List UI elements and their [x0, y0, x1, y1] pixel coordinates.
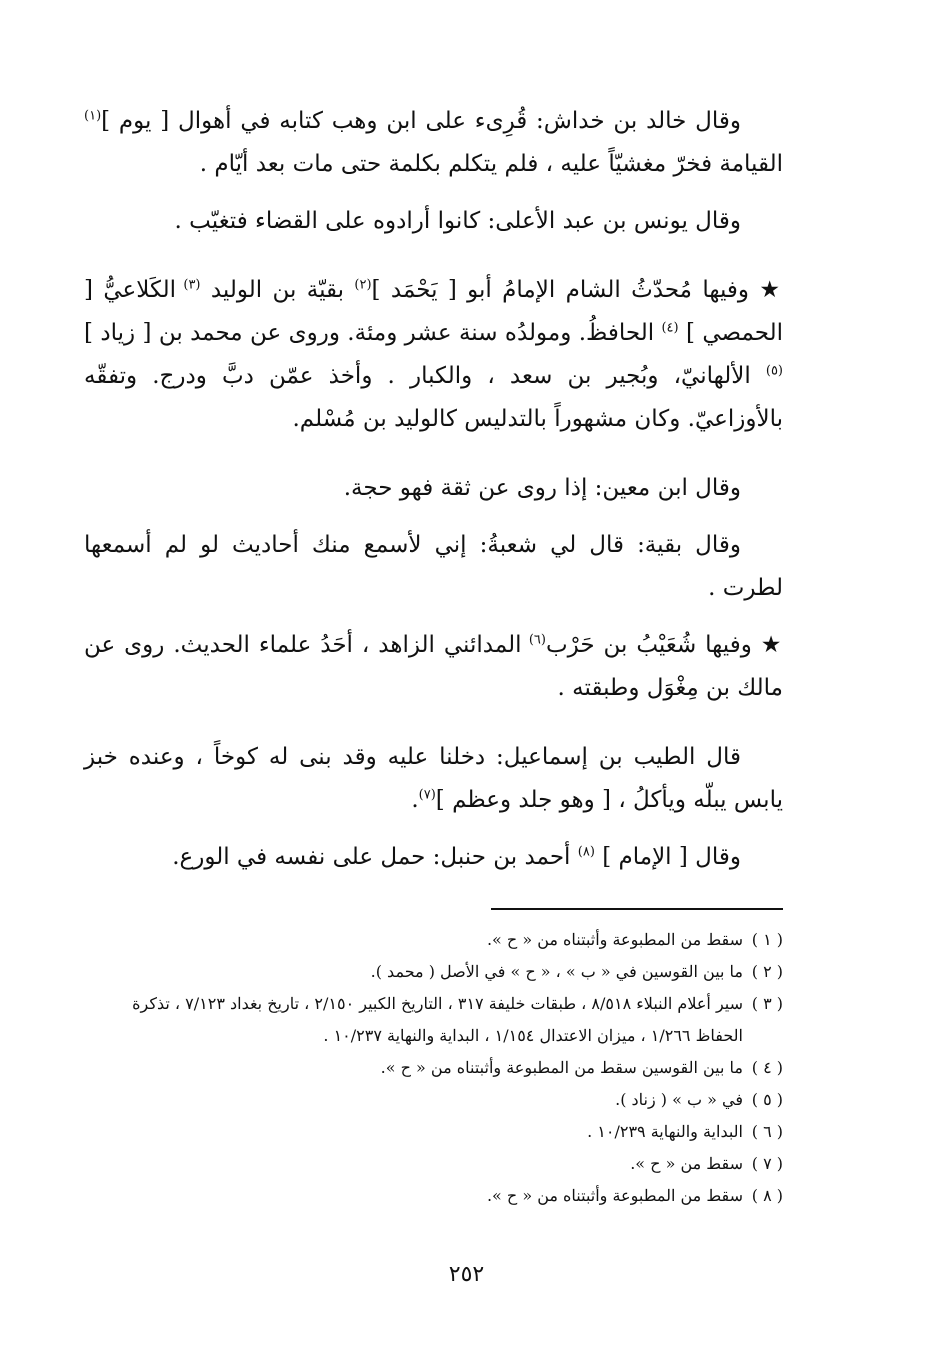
footnote-ref[interactable]: (٢) [354, 277, 372, 293]
paragraph-text: الحافظُ. ومولدُه سنة عشر ومئة. وروى عن محمد بن [ زياد ] [84, 320, 662, 346]
footnote-text: ما بين القوسين سقط من المطبوعة وأثبتناه من « ح ». [380, 1058, 743, 1077]
paragraph-tayyib [84, 736, 783, 822]
footnote-item [84, 956, 783, 988]
paragraph-text: بقيّة بن الوليد [200, 277, 355, 303]
page-number: ٢٥٢ [448, 1262, 485, 1287]
paragraph-text: قال الطيب بن إسماعيل: دخلنا عليه وقد بنى له كوخاً ، وعنده خبز يابس يبلّه ويأكلُ ، [ وهو جلد وعظم ] [84, 744, 783, 813]
footnote-number: ( ٧ ) [751, 1154, 783, 1173]
footnote-text: في « ب » ( زناد ). [615, 1090, 743, 1109]
footnote-number: ( ٣ ) [751, 994, 783, 1013]
paragraph-ibn-maeen [84, 467, 783, 510]
footnote-number: ( ٥ ) [751, 1090, 783, 1109]
footnote-item [84, 988, 783, 1052]
footnote-ref[interactable]: (٤) [661, 320, 679, 336]
footnote-item [84, 924, 783, 956]
paragraph-baqiyya-shuba [84, 524, 783, 610]
paragraph-text: الكَلاعيُّ [ الحمصي ] [84, 277, 783, 346]
paragraph-text: وقال خالد بن خداش: قُرِىء على ابن وهب كتابه في أهوال [ يوم ] [101, 108, 741, 134]
footnote-ref[interactable]: (١) [84, 108, 102, 124]
paragraph-text: وقال بقية: قال لي شعبةُ: إني لأسمع منك أحاديث لو لم أسمعها لطرت . [84, 532, 783, 601]
footnote-text: سقط من « ح ». [630, 1154, 743, 1173]
footnote-text: سير أعلام النبلاء ٨/٥١٨ ، طبقات خليفة ٣١٧ ، التاريخ الكبير ٢/١٥٠ ، تاريخ بغداد ٧/١٢٣ ، تذكرة الحفاظ ١/٢٦٦ ، ميزان الاعتدال ١/١٥٤ ، البداية والنهاية ١٠/٢٣٧ . [132, 994, 743, 1045]
footnote-text: سقط من المطبوعة وأثبتناه من « ح ». [486, 930, 743, 949]
main-text [84, 100, 783, 879]
footnote-item [84, 1116, 783, 1148]
footnote-text: ما بين القوسين في « ب » ، « ح » في الأصل ( محمد ). [370, 962, 743, 981]
footnote-ref[interactable]: (٧) [418, 787, 436, 803]
footnote-item [84, 1148, 783, 1180]
footnote-item [84, 1052, 783, 1084]
footnote-item [84, 1084, 783, 1116]
footnote-ref[interactable]: (٥) [765, 363, 783, 379]
paragraph-text: وقال [ الإمام ] [594, 844, 741, 870]
footnote-ref[interactable]: (٦) [528, 632, 546, 648]
footnote-number: ( ٦ ) [751, 1122, 783, 1141]
footnote-ref[interactable]: (٣) [183, 277, 201, 293]
footnote-text: سقط من المطبوعة وأثبتناه من « ح ». [486, 1186, 743, 1205]
paragraph-khalid [84, 100, 783, 186]
footnote-number: ( ٢ ) [751, 962, 783, 981]
paragraph-baqiyya [84, 269, 783, 441]
footnote-text: البداية والنهاية ١٠/٢٣٩ . [587, 1122, 743, 1141]
paragraph-text: ★ وفيها مُحدّثُ الشام الإمامُ أبو [ يَحْمَد ] [371, 277, 783, 303]
footnote-number: ( ١ ) [751, 930, 783, 949]
paragraph-text: . [411, 787, 419, 813]
footnote-number: ( ٤ ) [751, 1058, 783, 1077]
paragraph-text: وقال ابن معين: إذا روى عن ثقة فهو حجة. [343, 475, 741, 501]
footnote-number: ( ٨ ) [751, 1186, 783, 1205]
paragraph-text: الألهانيّ، وبُجير بن سعد ، والكبار . وأخذ عمّن دبَّ ودرج. وتفقّه بالأوزاعيّ. وكان مشهوراً بالتدليس كالوليد بن مُسْلم. [84, 363, 783, 432]
paragraph-text: القيامة فخرّ مغشيّاً عليه ، فلم يتكلم بكلمة حتى مات بعد أيّام . [199, 151, 783, 177]
paragraph-yunus [84, 200, 783, 243]
paragraph-shuayb [84, 624, 783, 710]
footnote-ref[interactable]: (٨) [577, 844, 595, 860]
paragraph-ahmad [84, 836, 783, 879]
paragraph-text: ★ وفيها شُعَيْبُ بن حَرْب [545, 632, 783, 658]
footnote-divider [491, 908, 783, 910]
footnote-item [84, 1180, 783, 1212]
paragraph-text: وقال يونس بن عبد الأعلى: كانوا أرادوه على القضاء فتغيّب . [174, 208, 741, 234]
paragraph-text: المدائني الزاهد ، أحَدُ علماء الحديث. روى عن مالك بن مِغْوَل وطبقته . [84, 632, 783, 701]
footnotes [84, 924, 783, 1212]
paragraph-text: أحمد بن حنبل: حمل على نفسه في الورع. [172, 844, 578, 870]
